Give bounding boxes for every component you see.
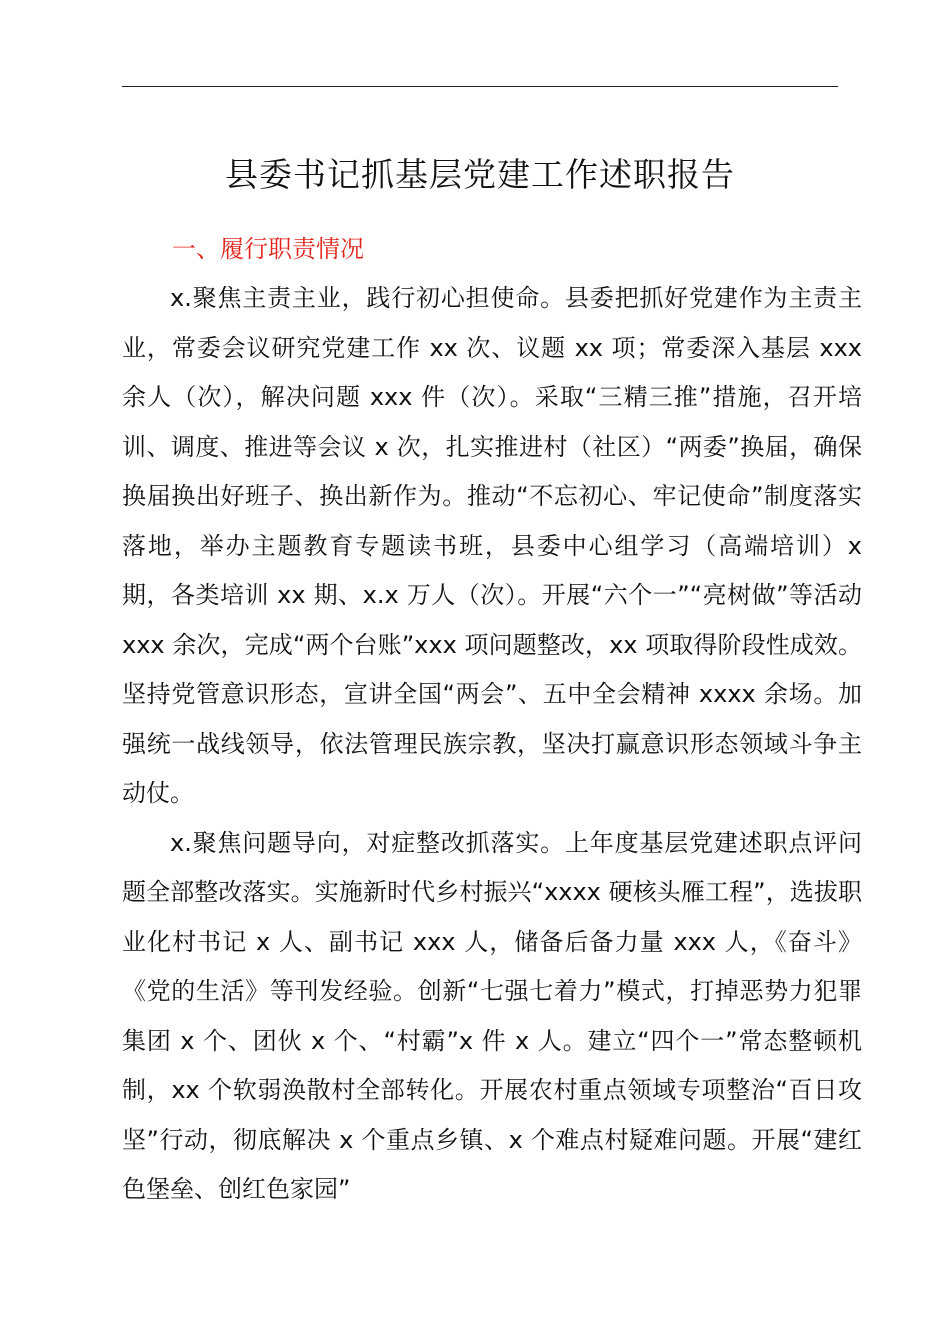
section-heading: 一、履行职责情况 — [172, 235, 364, 263]
paragraph-2: x.聚焦问题导向，对症整改抓落实。上年度基层党建述职点评问题全部整改落实。实施新时代乡村振兴“xxxx 硬核头雁工程”，选拔职业化村书记 x 人、副书记 xxx 人，储备后备力量 xxx 人，《奋斗》《党的生活》等刊发经验。创新“七强七着力”模式，打掉恶势力犯罪集团 x 个、团伙 x 个、“村霸”x 件 x 人。建立“四个一”常态整顿机制，xx 个软弱涣散村全部转化。开展农村重点领域专项整治“百日攻坚”行动，彻底解决 x 个重点乡镇、x 个难点村疑难问题。开展“建红色堡垒、创红色家园” — [122, 828, 862, 1203]
header-rule — [122, 86, 838, 87]
document-body — [122, 274, 862, 1215]
document-title: 县委书记抓基层党建工作述职报告 — [225, 155, 735, 194]
paragraph-1: x.聚焦主责主业，践行初心担使命。县委把抓好党建作为主责主业，常委会议研究党建工作 xx 次、议题 xx 项；常委深入基层 xxx 余人（次），解决问题 xxx 件（次）。采取“三精三推”措施，召开培训、调度、推进等会议 x 次，扎实推进村（社区）“两委”换届，确保换届换出好班子、换出新作为。推动“不忘初心、牢记使命”制度落实落地，举办主题教育专题读书班，县委中心组学习（高端培训）x 期，各类培训 xx 期、x.x 万人（次）。开展“六个一”“亮树做”等活动 xxx 余次，完成“两个台账”xxx 项问题整改，xx 项取得阶段性成效。坚持党管意识形态，宣讲全国“两会”、五中全会精神 xxxx 余场。加强统一战线领导，依法管理民族宗教，坚决打赢意识形态领域斗争主动仗。 — [122, 284, 862, 807]
